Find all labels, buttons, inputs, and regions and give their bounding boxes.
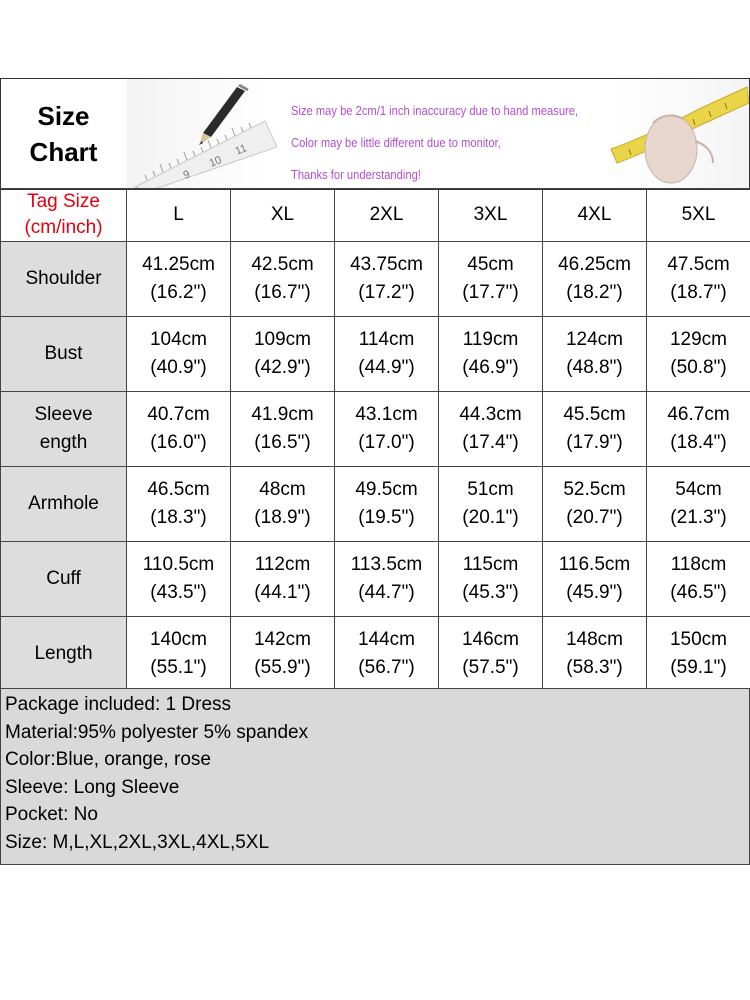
measurement-value-cm: 45cm	[467, 254, 514, 275]
measurement-value-cm: 41.25cm	[142, 254, 215, 275]
measurement-cell	[439, 392, 543, 467]
measurement-value-inch: (57.5")	[462, 657, 519, 678]
measurement-cell	[127, 467, 231, 542]
tag-size-label	[1, 189, 127, 242]
measurement-value-cm: 118cm	[670, 554, 727, 575]
measurement-value-inch: (16.7")	[254, 282, 311, 303]
measurement-value-cm: 46.7cm	[667, 404, 730, 425]
measurement-value-cm: 48cm	[259, 479, 306, 500]
measurement-value-cm: 109cm	[253, 329, 312, 350]
measurement-value-cm: 46.25cm	[558, 254, 631, 275]
measuring-tape-icon	[609, 79, 749, 189]
measurement-value-cm: 150cm	[669, 629, 728, 650]
measurement-label-line: Length	[34, 643, 93, 664]
table-row	[1, 392, 750, 467]
ruler-number-10: 10	[207, 154, 224, 170]
measurement-value-inch: (18.7")	[670, 282, 727, 303]
measurement-label	[1, 317, 127, 392]
banner-image	[127, 79, 749, 189]
measurement-value-inch: (58.3")	[566, 657, 623, 678]
measurement-value-cm: 51cm	[467, 479, 514, 500]
measurement-value-inch: (40.9")	[150, 357, 207, 378]
measurement-value-inch: (44.7")	[358, 582, 415, 603]
size-chart	[0, 78, 750, 864]
measurement-value-cm: 119cm	[462, 329, 519, 350]
measurement-value-inch: (55.9")	[254, 657, 311, 678]
measurement-value-cm: 54cm	[675, 479, 722, 500]
measurement-cell	[647, 542, 750, 617]
measurement-cell	[647, 467, 750, 542]
measurement-cell	[439, 617, 543, 692]
measurement-cell	[231, 617, 335, 692]
measurement-value-inch: (59.1")	[670, 657, 727, 678]
measurement-cell	[335, 542, 439, 617]
measurement-value-cm: 42.5cm	[251, 254, 314, 275]
measurement-value-cm: 146cm	[461, 629, 520, 650]
measurement-cell	[335, 617, 439, 692]
measurement-value-inch: (46.9")	[462, 357, 519, 378]
product-info	[0, 688, 750, 865]
measurement-label	[1, 617, 127, 692]
measurement-value-cm: 52.5cm	[563, 479, 626, 500]
measurement-value-inch: (44.1")	[254, 582, 311, 603]
table-row	[1, 242, 750, 317]
table-row	[1, 542, 750, 617]
measurement-value-cm: 41.9cm	[251, 404, 314, 425]
measurement-value-inch: (43.5")	[150, 582, 207, 603]
title-line-2: Chart	[29, 137, 98, 167]
ruler-number-11: 11	[233, 142, 249, 158]
measurement-value-cm: 142cm	[253, 629, 312, 650]
measurement-cell	[543, 317, 647, 392]
info-sleeve: Sleeve: Long Sleeve	[5, 776, 180, 798]
measurement-value-inch: (21.3")	[670, 507, 727, 528]
info-color: Color:Blue, orange, rose	[5, 749, 211, 770]
chart-title	[1, 79, 126, 189]
info-package: Package included: 1 Dress	[5, 694, 232, 715]
measurement-value-cm: 116.5cm	[558, 554, 631, 575]
size-header-cell: L	[127, 189, 231, 242]
measurement-value-cm: 46.5cm	[147, 479, 210, 500]
chart-header	[0, 78, 750, 190]
measurement-value-inch: (18.3")	[150, 507, 207, 528]
measurement-value-cm: 115cm	[462, 554, 519, 575]
measurement-value-cm: 40.7cm	[147, 404, 210, 425]
measurement-value-cm: 44.3cm	[459, 404, 522, 425]
measurement-cell	[127, 392, 231, 467]
measurement-cell	[231, 392, 335, 467]
measurement-label	[1, 467, 127, 542]
measurement-value-inch: (16.2")	[150, 282, 207, 303]
measurement-value-inch: (18.2")	[566, 282, 623, 303]
measurement-value-cm: 112cm	[254, 554, 311, 575]
measurement-value-cm: 114cm	[358, 329, 415, 350]
size-header-cell: 3XL	[439, 189, 543, 242]
measurement-cell	[647, 617, 750, 692]
measurement-value-inch: (46.5")	[670, 582, 727, 603]
measurement-value-cm: 144cm	[357, 629, 416, 650]
measurement-label	[1, 542, 127, 617]
measurement-value-inch: (17.9")	[566, 432, 623, 453]
size-header-cell: 5XL	[647, 189, 750, 242]
measurement-label-line: Armhole	[28, 493, 99, 514]
measurement-label-line: Bust	[44, 343, 83, 364]
measurement-value-inch: (19.5")	[358, 507, 415, 528]
measurement-value-cm: 140cm	[149, 629, 208, 650]
measurement-cell	[647, 242, 750, 317]
measurement-cell	[231, 317, 335, 392]
size-header-row	[1, 189, 750, 242]
table-row	[1, 617, 750, 692]
measurement-value-inch: (45.9")	[566, 582, 623, 603]
measurement-value-cm: 43.1cm	[355, 404, 418, 425]
measurement-label	[1, 392, 127, 467]
measurement-cell	[543, 542, 647, 617]
measurement-value-cm: 47.5cm	[667, 254, 730, 275]
measurement-value-inch: (56.7")	[358, 657, 415, 678]
info-pocket: Pocket: No	[5, 804, 98, 825]
measurement-label-line: Cuff	[46, 568, 81, 589]
measurement-cell	[543, 617, 647, 692]
measurement-cell	[127, 542, 231, 617]
measurement-value-inch: (20.7")	[566, 507, 623, 528]
measurement-value-inch: (55.1")	[150, 657, 207, 678]
measurement-label-line: ength	[39, 432, 88, 453]
measurement-value-inch: (44.9")	[358, 357, 415, 378]
measurement-value-inch: (16.5")	[254, 432, 311, 453]
measurement-value-cm: 45.5cm	[563, 404, 626, 425]
measurement-value-inch: (17.7")	[462, 282, 519, 303]
measurement-cell	[231, 542, 335, 617]
measurement-cell	[543, 242, 647, 317]
ruler-pencil-icon	[127, 79, 277, 189]
note-line-2: Color may be little different due to monitor,	[291, 135, 501, 150]
size-table	[0, 188, 750, 692]
measurement-cell	[231, 467, 335, 542]
info-size: Size: M,L,XL,2XL,3XL,4XL,5XL	[5, 831, 270, 853]
measurement-value-inch: (48.8")	[566, 357, 623, 378]
measurement-label-line: Sleeve	[34, 404, 93, 425]
measurement-cell	[439, 542, 543, 617]
measurement-value-cm: 113.5cm	[350, 554, 423, 575]
measurement-cell	[543, 467, 647, 542]
size-header-cell: 2XL	[335, 189, 439, 242]
note-line-1: Size may be 2cm/1 inch inaccuracy due to hand measure,	[291, 103, 579, 118]
measurement-cell	[439, 467, 543, 542]
size-table-body	[1, 242, 750, 692]
measurement-cell	[231, 242, 335, 317]
measurement-cell	[335, 392, 439, 467]
measurement-cell	[335, 242, 439, 317]
measurement-value-cm: 129cm	[669, 329, 728, 350]
measurement-cell	[127, 242, 231, 317]
table-row	[1, 317, 750, 392]
measurement-value-cm: 43.75cm	[350, 254, 423, 275]
measurement-value-inch: (17.0")	[358, 432, 415, 453]
measurement-cell	[647, 392, 750, 467]
measurement-cell	[647, 317, 750, 392]
measurement-value-inch: (42.9")	[254, 357, 311, 378]
measurement-value-inch: (17.4")	[462, 432, 519, 453]
measurement-cell	[439, 317, 543, 392]
measurement-label	[1, 242, 127, 317]
measurement-cell	[127, 317, 231, 392]
note-line-3: Thanks for understanding!	[291, 167, 421, 182]
measurement-value-cm: 110.5cm	[142, 554, 215, 575]
measurement-cell	[335, 317, 439, 392]
measurement-value-cm: 49.5cm	[355, 479, 418, 500]
table-row	[1, 467, 750, 542]
measurement-value-inch: (20.1")	[462, 507, 519, 528]
measurement-cell	[127, 617, 231, 692]
measurement-cell	[543, 392, 647, 467]
info-material: Material:95% polyester 5% spandex	[5, 721, 309, 743]
size-header-cell: XL	[231, 189, 335, 242]
title-line-1: Size	[37, 101, 90, 131]
ruler-number-9: 9	[181, 168, 192, 182]
measurement-label-line: Shoulder	[25, 268, 102, 289]
measurement-value-inch: (17.2")	[358, 282, 415, 303]
measurement-value-cm: 124cm	[565, 329, 624, 350]
measurement-cell	[335, 467, 439, 542]
measurement-value-cm: 148cm	[565, 629, 624, 650]
measurement-value-inch: (45.3")	[462, 582, 519, 603]
measurement-value-inch: (18.9")	[254, 507, 311, 528]
size-header-cell: 4XL	[543, 189, 647, 242]
measurement-value-inch: (18.4")	[670, 432, 727, 453]
measurement-cell	[439, 242, 543, 317]
measurement-value-inch: (50.8")	[670, 357, 727, 378]
tag-size-line-2: (cm/inch)	[24, 217, 103, 238]
tag-size-line-1: Tag Size	[27, 191, 100, 212]
measurement-value-inch: (16.0")	[150, 432, 207, 453]
measurement-notes	[291, 95, 625, 189]
measurement-value-cm: 104cm	[149, 329, 208, 350]
